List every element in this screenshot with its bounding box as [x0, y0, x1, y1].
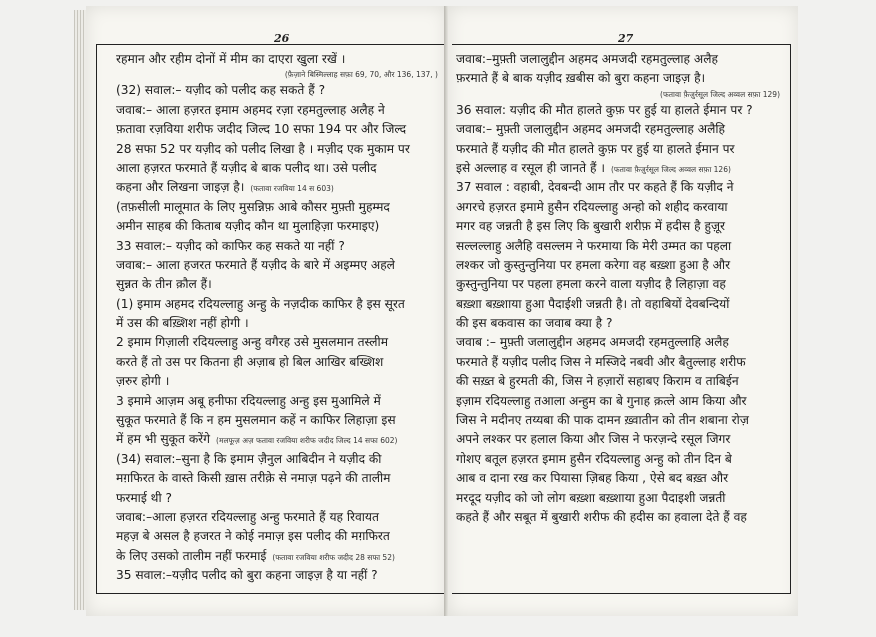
- text-line: [116, 140, 444, 159]
- reference-line: (फ़ैज़ाने बिस्मिल्लाह सफ़ा 69, 70, और 136, 137, ): [284, 70, 438, 80]
- text-line-content: फरमाते हैं यज़ीद की मौत हालते कुफ़ पर हुई या हालते ईमान पर: [456, 141, 735, 156]
- text-line: [116, 489, 444, 508]
- right-page-text: [456, 50, 786, 527]
- text-line-content: फरमाते हैं यज़ीद पलीद जिस ने मस्जिदे नबवी और बैतुल्लाह शरीफ: [456, 354, 746, 369]
- text-line-content: कुस्तुन्तुनिया पर पहला हमला करने वाला यज़ीद है लिहाज़ा वह: [456, 277, 726, 292]
- text-line-content: गोशए बतूल हज़रत इमाम हुसैन रदियल्लाहु अन्हु को तीन दिन बे: [456, 451, 732, 466]
- text-line-content: सुन्नत के तीन क़ौल हैं।: [116, 277, 212, 292]
- text-line: [116, 508, 444, 527]
- book-page-edges: [74, 10, 86, 610]
- text-line: [456, 489, 786, 508]
- text-line: [456, 450, 786, 469]
- text-line: [116, 547, 444, 566]
- text-line-content: अगरचे हज़रत इमामे हुसैन रदियल्लाहु अन्हो को शहीद करवाया: [456, 199, 728, 214]
- text-line-content: कहते हैं और सबूत में बुखारी शरीफ की हदीस का हवाला देते हैं वह: [456, 509, 747, 524]
- text-line-content: मग़फिरत के वास्ते किसी ख़ास तरीक़े से नमाज़ पढ़ने की तालीम: [116, 471, 391, 486]
- text-line: [116, 256, 444, 275]
- text-line-content: 33 सवाल:– यज़ीद को काफिर कह सकते या नहीं ?: [116, 238, 345, 253]
- text-line: [116, 527, 444, 546]
- text-line-content: फ़रमाते हैं बे बाक यज़ीद ख़बीस को बुरा कहना जाइज़ है।: [456, 71, 706, 86]
- left-page-number: 26: [274, 32, 290, 45]
- text-line: [456, 120, 786, 139]
- text-line-content: 2 इमाम गिज़ाली रदियल्लाहु अन्हु वगैरह उसे मुसलमान तस्लीम: [116, 335, 389, 350]
- text-line-content: 36 सवाल: यज़ीद की मौत हालते कुफ़ पर हुई या हालते ईमान पर ?: [456, 102, 753, 117]
- text-line-content: (तफ़सीली मालूमात के लिए मुसन्निफ़ आबे कौसर मुफ़्ती मुहम्मद: [116, 199, 390, 214]
- text-line-content: जवाब:– आला हज़रत इमाम अहमद रज़ा रहमतुल्लाह अलैह ने: [116, 102, 385, 117]
- text-line: [456, 50, 786, 69]
- text-line-content: अपने लश्कर पर हलाल किया और जिस ने फरज़न्दे रसूल जिगर: [456, 432, 731, 447]
- inline-reference: (मलफूज़ अज़ फतावा रजविया शरीफ जदीद जिल्द 14 सफा 602): [216, 436, 398, 446]
- text-line: [456, 469, 786, 488]
- text-line-content: आब व दाना रख कर पियासा ज़िबह किया , ऐसे बद बख़्त और: [456, 471, 729, 486]
- text-line: [116, 411, 444, 430]
- text-line: [116, 353, 444, 372]
- text-line: [116, 120, 444, 139]
- text-line: [456, 333, 786, 352]
- text-line: [456, 275, 786, 294]
- text-line: [116, 314, 444, 333]
- left-page: [86, 6, 446, 616]
- text-line-content: मगर वह जन्नती है इस लिए कि बुखारी शरीफ़ में हदीस है हुज़ूर: [456, 219, 725, 234]
- text-line: [116, 392, 444, 411]
- text-line: [456, 237, 786, 256]
- text-line: [116, 178, 444, 197]
- text-line: [456, 256, 786, 275]
- text-line-content: रहमान और रहीम दोनों में मीम का दाएरा खुला रखें ।: [116, 52, 346, 66]
- inline-reference: (फतावा रजविया 14 स 603): [250, 184, 334, 194]
- text-line: [456, 178, 786, 197]
- text-line-content: आला हज़रत फरमाते हैं यज़ीद बे बाक पलीद था। उसे पलीद: [116, 160, 377, 175]
- text-line-content: इसे अल्लाह व रसूल ही जानते हैं ।: [456, 160, 605, 175]
- text-line: [116, 450, 444, 469]
- inline-reference: (फतावा रजविया शरीफ जदीद 28 सफा 52): [272, 552, 395, 562]
- right-page-number: 27: [618, 32, 634, 45]
- text-line: [456, 353, 786, 372]
- text-line-content: इज़ाम रदियल्लाहु तआला अन्हुम का बे गुनाह क़त्ले आम किया और: [456, 393, 747, 408]
- text-line: [456, 159, 786, 178]
- text-line-content: जवाब :– मुफ़्ती जलालुद्दीन अहमद अमजदी रहमतुल्लाहि अलैह: [456, 335, 729, 350]
- text-line: [456, 508, 786, 527]
- text-line: [456, 140, 786, 159]
- text-line-content: 37 सवाल : वहाबी, देवबन्दी आम तौर पर कहते हैं कि यज़ीद ने: [456, 180, 734, 195]
- text-line: [456, 198, 786, 217]
- text-line: [456, 314, 786, 333]
- text-line: [116, 430, 444, 449]
- text-line-content: 35 सवाल:–यज़ीद पलीद को बुरा कहना जाइज़ है या नहीं ?: [116, 568, 378, 583]
- text-line: [116, 333, 444, 352]
- text-line: [456, 101, 786, 120]
- text-line-content: के लिए उसको तालीम नहीं फरमाई: [116, 548, 267, 563]
- text-line-content: जवाब:– मुफ़्ती जलालुद्दीन अहमद अमजदी रहमतुल्लाह अलैहि: [456, 122, 725, 137]
- text-line: [116, 295, 444, 314]
- text-line-content: जवाब:–आला हज़रत रदियल्लाहु अन्हु फरमाते हैं यह रिवायत: [116, 509, 379, 524]
- text-line-content: सल्लल्लाहु अलैहि वसल्लम ने फरमाया कि मेरी उम्मत का पहला: [456, 238, 732, 253]
- text-line: [456, 217, 786, 236]
- text-line-content: कहना और लिखना जाइज़ है।: [116, 180, 245, 195]
- text-line-content: (1) इमाम अहमद रदियल्लाहु अन्हु के नज़दीक काफिर है इस सूरत: [116, 296, 405, 311]
- text-line: [116, 81, 444, 100]
- text-line-content: फरमाई थी ?: [116, 490, 172, 505]
- text-line: [116, 101, 444, 120]
- text-line-content: 3 इमामे आज़म अबू हनीफा रदियल्लाहु अन्हु इस मुआमिले में: [116, 393, 381, 408]
- text-line: [116, 50, 444, 69]
- text-line: [116, 275, 444, 294]
- text-line: [456, 411, 786, 430]
- text-line-content: 28 सफा 52 पर यज़ीद को पलीद लिखा है । मज़ीद एक मुकाम पर: [116, 141, 410, 156]
- text-line-content: जवाब:– आला हजरत फरमाते हैं यज़ीद के बारे में अइम्मए अहले: [116, 257, 395, 272]
- text-line-content: सुकूत फरमाते हैं कि न हम मुसलमान कहें न काफिर लिहाज़ा इस: [116, 413, 396, 428]
- inline-reference: (फतावा फ़ैज़ुर्रसूल जिल्द अव्वल सफ़ा 126): [610, 164, 731, 174]
- text-line: [456, 372, 786, 391]
- text-line-content: जवाब:–मुफ़्ती जलालुद्दीन अहमद अमजदी रहमतुल्लाह अलैह: [456, 52, 718, 66]
- text-line-content: में हम भी सुकूत करेंगे: [116, 432, 211, 447]
- text-line-content: (32) सवाल:– यज़ीद को पलीद कह सकते हैं ?: [116, 83, 326, 98]
- text-line: [116, 159, 444, 178]
- text-line-content: में उस की बख़्शिश नहीं होगी ।: [116, 316, 249, 331]
- text-line-content: फ़तावा रज़विया शरीफ जदीद जिल्द 10 सफा 194 पर और जिल्द: [116, 122, 407, 137]
- text-line: [116, 372, 444, 391]
- text-line-content: जिस ने मदीनए तय्यबा की पाक दामन ख़्वातीन को तीन शबाना रोज़: [456, 413, 749, 428]
- text-line-content: मरदूद यज़ीद को जो लोग बख़्शा बख़्शाया हुआ पैदाइशी जन्नती: [456, 490, 726, 505]
- text-line: [456, 295, 786, 314]
- text-line: [116, 566, 444, 585]
- text-line: [456, 69, 786, 88]
- text-line-content: लश्कर जो कुस्तुन्तुनिया पर हमला करेगा वह बख़्शा हुआ है और: [456, 257, 731, 272]
- text-line: [116, 217, 444, 236]
- text-line-content: बख़्शा बख़्शाया हुआ पैदाईशी जन्नती है। तो वहाबियों देवबन्दियों: [456, 296, 730, 311]
- text-line-content: (34) सवाल:–सुना है कि इमाम ज़ैनुल आबिदीन ने यज़ीद की: [116, 451, 382, 466]
- text-line-content: की सख़्त बे हुरमती की, जिस ने हज़ारों सहाबए किराम व ताबिईन: [456, 374, 739, 389]
- text-line-content: ज़रुर होगी ।: [116, 374, 170, 389]
- text-line: [116, 469, 444, 488]
- text-line-content: अमीन साहब की किताब यज़ीद कौन था मुलाहिज़ा फरमाइए): [116, 219, 380, 234]
- text-line-content: महज़ बे असल है हजरत ने कोई नमाज़ इस पलीद की मग़फिरत: [116, 529, 390, 544]
- text-line-content: की इस बकवास का जवाब क्या है ?: [456, 316, 613, 331]
- text-line-content: करते हैं तो उस पर कितना ही अज़ाब हो बिल आखिर बख्शिश: [116, 354, 384, 369]
- reference-line: (फतावा फ़ैज़ुर्रसूल जिल्द अव्वल सफ़ा 129): [660, 89, 780, 99]
- right-page: [448, 6, 798, 616]
- text-line: [456, 392, 786, 411]
- left-page-text: [116, 50, 444, 586]
- text-line: [456, 430, 786, 449]
- text-line: [116, 237, 444, 256]
- text-line: [116, 198, 444, 217]
